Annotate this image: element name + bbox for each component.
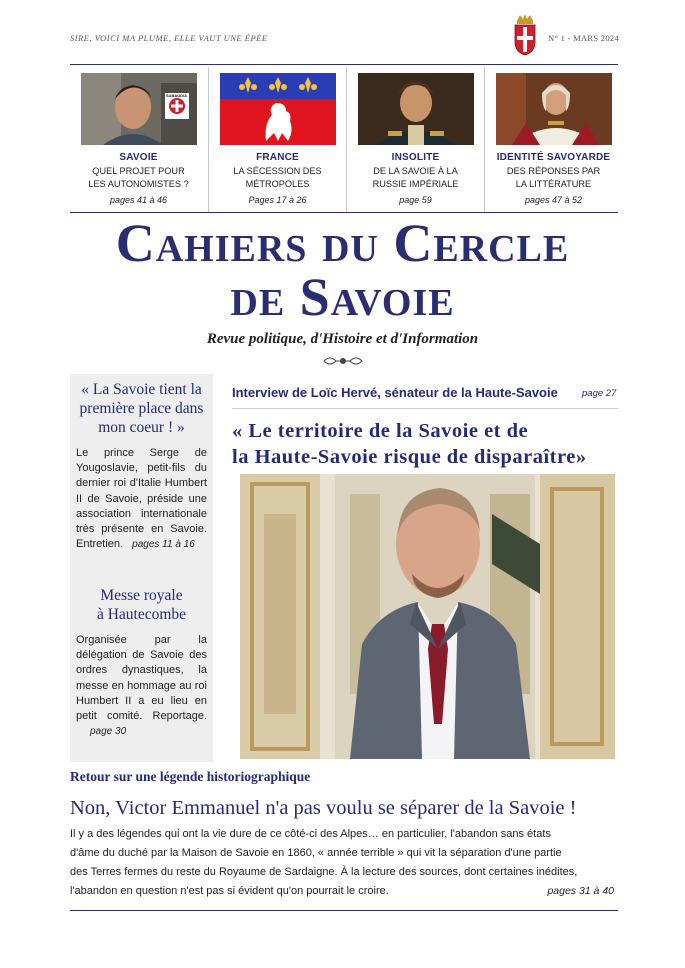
feature-pages: pages 31 à 40 <box>547 885 614 897</box>
teaser-subtitle-line: DE LA SAVOIE À LA <box>373 166 458 176</box>
feature-body-line: Il y a des légendes qui ont la vie dure de ce côté-ci des Alpes… en particulier, l'abandon sans états <box>70 828 551 840</box>
teaser-subtitle-line: LES AUTONOMISTES ? <box>88 179 189 189</box>
feature-headline[interactable]: Non, Victor Emmanuel n'a pas voulu se séparer de la Savoie ! <box>70 797 577 819</box>
teaser-subtitle-line: DES RÉPONSES PAR <box>506 166 601 176</box>
teaser-subtitle-line: LA SÉCESSION DES <box>233 166 322 176</box>
royal-portrait-painting <box>496 73 612 145</box>
top-rule <box>70 64 618 65</box>
military-portrait-painting <box>358 73 474 145</box>
feature-body-line: d'âme du duché par la Maison de Savoie en 1860, « année terrible » qui vit la séparation d'une partie <box>70 847 562 859</box>
sidebar-article-prince-serge[interactable] <box>76 380 207 552</box>
teaser-insolite[interactable] <box>347 67 484 212</box>
interview-pages: page 27 <box>582 388 617 399</box>
sidebar <box>70 374 213 762</box>
sabaudia-badge: SABAUDIA <box>165 93 188 98</box>
sidebar-text-body: Le prince Serge de Yougoslavie, petit-fils du dernier roi d'Italie Humbert II de Savoie, préside une association internationale très présente en Savoie. Entretien. <box>76 447 207 551</box>
feature-body-line: des Terres fermes du reste du Royaume de Sardaigne. À la lecture des sources, dont certaines inédites, <box>70 866 578 878</box>
sidebar-heading <box>76 586 207 624</box>
feature-body-line: l'abandon en question n'est pas si évident qu'on pourrait le croire. <box>70 885 389 897</box>
interview-rule <box>232 408 618 409</box>
sidebar-heading: « La Savoie tient la première place dans mon coeur ! » <box>79 381 204 436</box>
senator-portrait-photo <box>240 474 615 759</box>
sidebar-pages: pages 11 à 16 <box>132 539 195 551</box>
teaser-category: INSOLITE <box>391 152 440 163</box>
sidebar-text <box>76 633 207 739</box>
main-quote[interactable] <box>232 418 630 470</box>
sidebar-heading-line: Messe royale <box>100 587 183 604</box>
teaser-pages: Pages 17 à 26 <box>248 195 307 205</box>
teaser-identite-savoyarde[interactable] <box>485 67 622 212</box>
teaser-france[interactable] <box>209 67 346 212</box>
teaser-pages: pages 47 à 52 <box>524 195 583 205</box>
teaser-pages: page 59 <box>399 195 432 205</box>
teaser-category: IDENTITÉ SAVOYARDE <box>496 152 611 163</box>
teaser-savoie[interactable] <box>70 67 207 212</box>
teaser-subtitle <box>485 165 622 191</box>
interview-kicker[interactable]: Interview de Loïc Hervé, sénateur de la Haute-Savoie <box>232 385 558 400</box>
feature-body-last-row <box>70 882 616 901</box>
teaser-subtitle-line: RUSSIE IMPÉRIALE <box>372 179 459 189</box>
sidebar-text-body: Organisée par la délégation de Savoie des ordres dynastiques, la messe en hommage au roi Humbert II a eu lieu en petit comité. Reportage. <box>76 634 207 723</box>
feature-body <box>70 825 616 901</box>
sidebar-article-hautecombe[interactable] <box>76 586 207 739</box>
masthead-line2: de Savoie <box>230 267 455 327</box>
feature-kicker: Retour sur une légende historiographique <box>70 769 311 784</box>
bottom-rule <box>70 910 618 911</box>
motto: SIRE, VOICI MA PLUME, ELLE VAUT UNE ÉPÉE <box>70 33 268 43</box>
main-quote-line: la Haute-Savoie risque de disparaître» <box>232 446 587 468</box>
tagline: Revue politique, d'Histoire et d'Information <box>206 331 479 347</box>
main-quote-line: « Le territoire de la Savoie et de <box>232 420 529 442</box>
teaser-subtitle <box>347 165 484 191</box>
sidebar-pages: page 30 <box>90 726 127 738</box>
lyon-flag-icon <box>220 73 336 145</box>
issue-number: N° 1 - MARS 2024 <box>548 33 620 43</box>
teaser-category: SAVOIE <box>119 152 158 163</box>
savoy-crown-shield-icon <box>512 12 538 56</box>
teaser-pages: pages 41 à 46 <box>109 195 168 205</box>
teaser-subtitle-line: QUEL PROJET POUR <box>92 166 185 176</box>
masthead-line1: Cahiers du Cercle <box>115 213 570 273</box>
teaser-subtitle-line: LA LITTÉRATURE <box>515 179 592 189</box>
sidebar-heading-line: à Hautecombe <box>96 606 187 623</box>
portrait-photo <box>81 73 197 145</box>
ornament-divider-icon <box>322 355 364 367</box>
teaser-category: FRANCE <box>256 152 299 163</box>
teaser-subtitle <box>70 165 207 191</box>
sidebar-text <box>76 446 207 552</box>
teaser-subtitle-line: MÉTROPOLES <box>245 179 310 189</box>
teaser-subtitle <box>209 165 346 191</box>
